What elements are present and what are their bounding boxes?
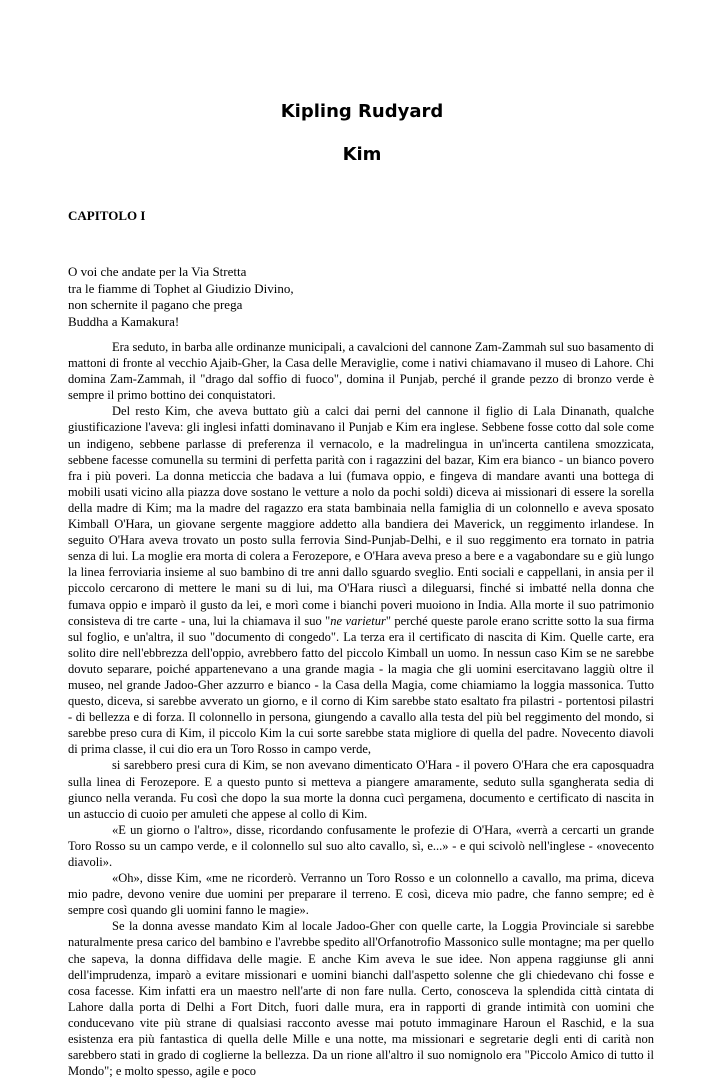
verse-line: Buddha a Kamakura! — [68, 313, 180, 329]
book-title: Kim — [342, 144, 382, 165]
author-heading: Kipling Rudyard — [280, 101, 444, 122]
verse-line: tra le fiamme di Tophet al Giudizio Divino, — [68, 280, 294, 296]
italic-phrase: ne varietur — [330, 613, 386, 628]
paragraph: Era seduto, in barba alle ordinanze municipali, a cavalcioni del cannone Zam-Zammah sul suo basamento di mattoni di fronte al vecchio Ajaib-Gher, la Casa delle Meraviglie, come i nativi chiamavano il museo di Lahore. Chi domina Zam-Zammah, il "drago dal soffio di fuoco", domina il Punjab, perché il grande pezzo di bronzo verde è sempre il primo bottino dei conquistatori. — [68, 340, 654, 403]
paragraph — [68, 403, 654, 757]
paragraph: Se la donna avesse mandato Kim al locale Jadoo-Gher con quelle carte, la Loggia Provinciale si sarebbe naturalmente presa carico del bambino e l'avrebbe spedito all'Orfanotrofio Massonico sulle montagne; ma per quello che sapeva, la donna diffidava delle magie. E anche Kim aveva le sue idee. Non appena raggiunse gli anni dell'imprudenza, imparò a evitare missionari e uomini bianchi dall'aspetto solenne che gli chiedevano chi fosse e cosa facesse. Kim infatti era un maestro nell'arte di non fare nulla. Certo, conosceva la splendida città cintata di Lahore dalla porta di Delhi a Fort Ditch, fuori dalle mura, era in rapporti di grande intimità con uomini che conducevano vite più strane di qualsiasi racconto avesse mai potuto immaginare Haroun el Raschid, e la sua esistenza era più fantastica di quella delle Mille e una notte, ma missionari e segretarie degli enti di carità non sarebbero stati in grado di coglierne la bellezza. Da un rione all'altro il suo nomignolo era "Piccolo Amico di tutto il Mondo"; e molto spesso, agile e poco — [68, 919, 654, 1079]
paragraph: «E un giorno o l'altro», disse, ricordando confusamente le profezie di O'Hara, «verrà a cercarti un grande Toro Rosso su un campo verde, e il colonnello sul suo alto cavallo, sì, e...» - e qui scivolò nell'inglese - «novecento diavoli». — [68, 822, 654, 869]
verse-line: O voi che andate per la Via Stretta — [68, 264, 247, 279]
paragraph-text: Del resto Kim, che aveva buttato giù a calci dai perni del cannone il figlio di Lala Dinanath, qualche giustificazione l'aveva: gli inglesi infatti dominavano il Punjab e Kim era inglese. Sebbene fosse cotto dal sole come un indigeno, sebbene parlasse di preferenza il vernacolo, e la madrelingua in un'incerta cantilena smozzicata, sebbene facesse comunella su termini di perfetta parità con i ragazzini del bazar, Kim era bianco - un bianco povero fra i più poveri. La donna meticcia che badava a lui (fumava oppio, e fingeva di mandare avanti una bottega di mobili usati vicino alla piazza dove sostano le vetture a nolo da pochi soldi) diceva ai missionari di essere la sorella della madre di Kim; ma la madre del ragazzo era stata bambinaia nella famiglia di un colonnello e aveva sposato Kimball O'Hara, un giovane sergente maggiore addetto alla bandiera dei Maverick, un reggimento irlandese. In seguito O'Hara aveva trovato un posto sulla ferrovia Sind-Punjab-Delhi, e il suo reggimento era tornato in patria senza di lui. La moglie era morta di colera a Ferozepore, e O'Hara aveva preso a bere e a vagabondare su e giù lungo la linea ferroviaria insieme al suo bambino di tre anni dallo sguardo sveglio. Enti sociali e cappellani, in ansia per il piccolo cercarono di mettere le mani su di lui, ma O'Hara riuscì a dileguarsi, finché si imbatté nella donna che fumava oppio e imparò il gusto da lei, e morì come i bianchi poveri muoiono in India. Alla morte il suo patrimonio consisteva di tre carte - una, lui la chiamava il suo " — [68, 404, 654, 628]
verse-line: non schernite il pagano che prega — [68, 297, 243, 312]
paragraph-text: " perché queste parole erano scritte sotto la sua firma sul foglio, e un'altra, il suo "documento di congedo". La terza era il certificato di nascita di Kim. Quelle carte, era solito dire nell'ebbrezza dell'oppio, avrebbero fatto del piccolo Kimball un uomo. In nessun caso Kim se ne sarebbe dovuto separare, poiché appartenevano a una grande magia - la magia che gli uomini esercitavano laggiù oltre il museo, nel grande Jadoo-Gher azzurro e bianco - la Casa della Magia, come chiamiamo la loggia massonica. Tutto questo, diceva, si sarebbe avverato un giorno, e il corno di — [68, 613, 654, 709]
paragraph: si sarebbero presi cura di Kim, se non avevano dimenticato O'Hara - il povero O'Hara che era caposquadra sulla linea di Ferozepore. E a questo punto si metteva a piangere amaramente, seduto sulla sgangherata sedia di giunco nella veranda. Fu così che dopo la sua morte la donna cucì pergamena, documento e certificato di nascita in un astuccio di cuoio per amuleti che appese al collo di Kim. — [68, 758, 654, 821]
chapter-heading: CAPITOLO I — [68, 208, 146, 223]
paragraph-text: Kim sarebbe stato esaltato fra pilastri - portentosi pilastri - di bellezza e di forza. Il colonnello in persona, giungendo a cavallo alla testa del più bel reggimento del mondo, si sarebbe preso cura di Kim, il piccolo Kim la cui sorte sarebbe stata migliore di quella del padre. Novecento diavoli di prima classe, il cui dio era un Toro Rosso in campo verde, — [68, 694, 654, 757]
paragraph: «Oh», disse Kim, «me ne ricorderò. Verranno un Toro Rosso e un colonnello a cavallo, ma prima, diceva mio padre, devono venire due uomini per preparare il terreno. E così, diceva mio padre, che fanno sempre; ed è sempre così quando gli uomini fanno le magie». — [68, 871, 654, 918]
body-text — [68, 339, 654, 1079]
epigraph-verse — [68, 264, 294, 330]
